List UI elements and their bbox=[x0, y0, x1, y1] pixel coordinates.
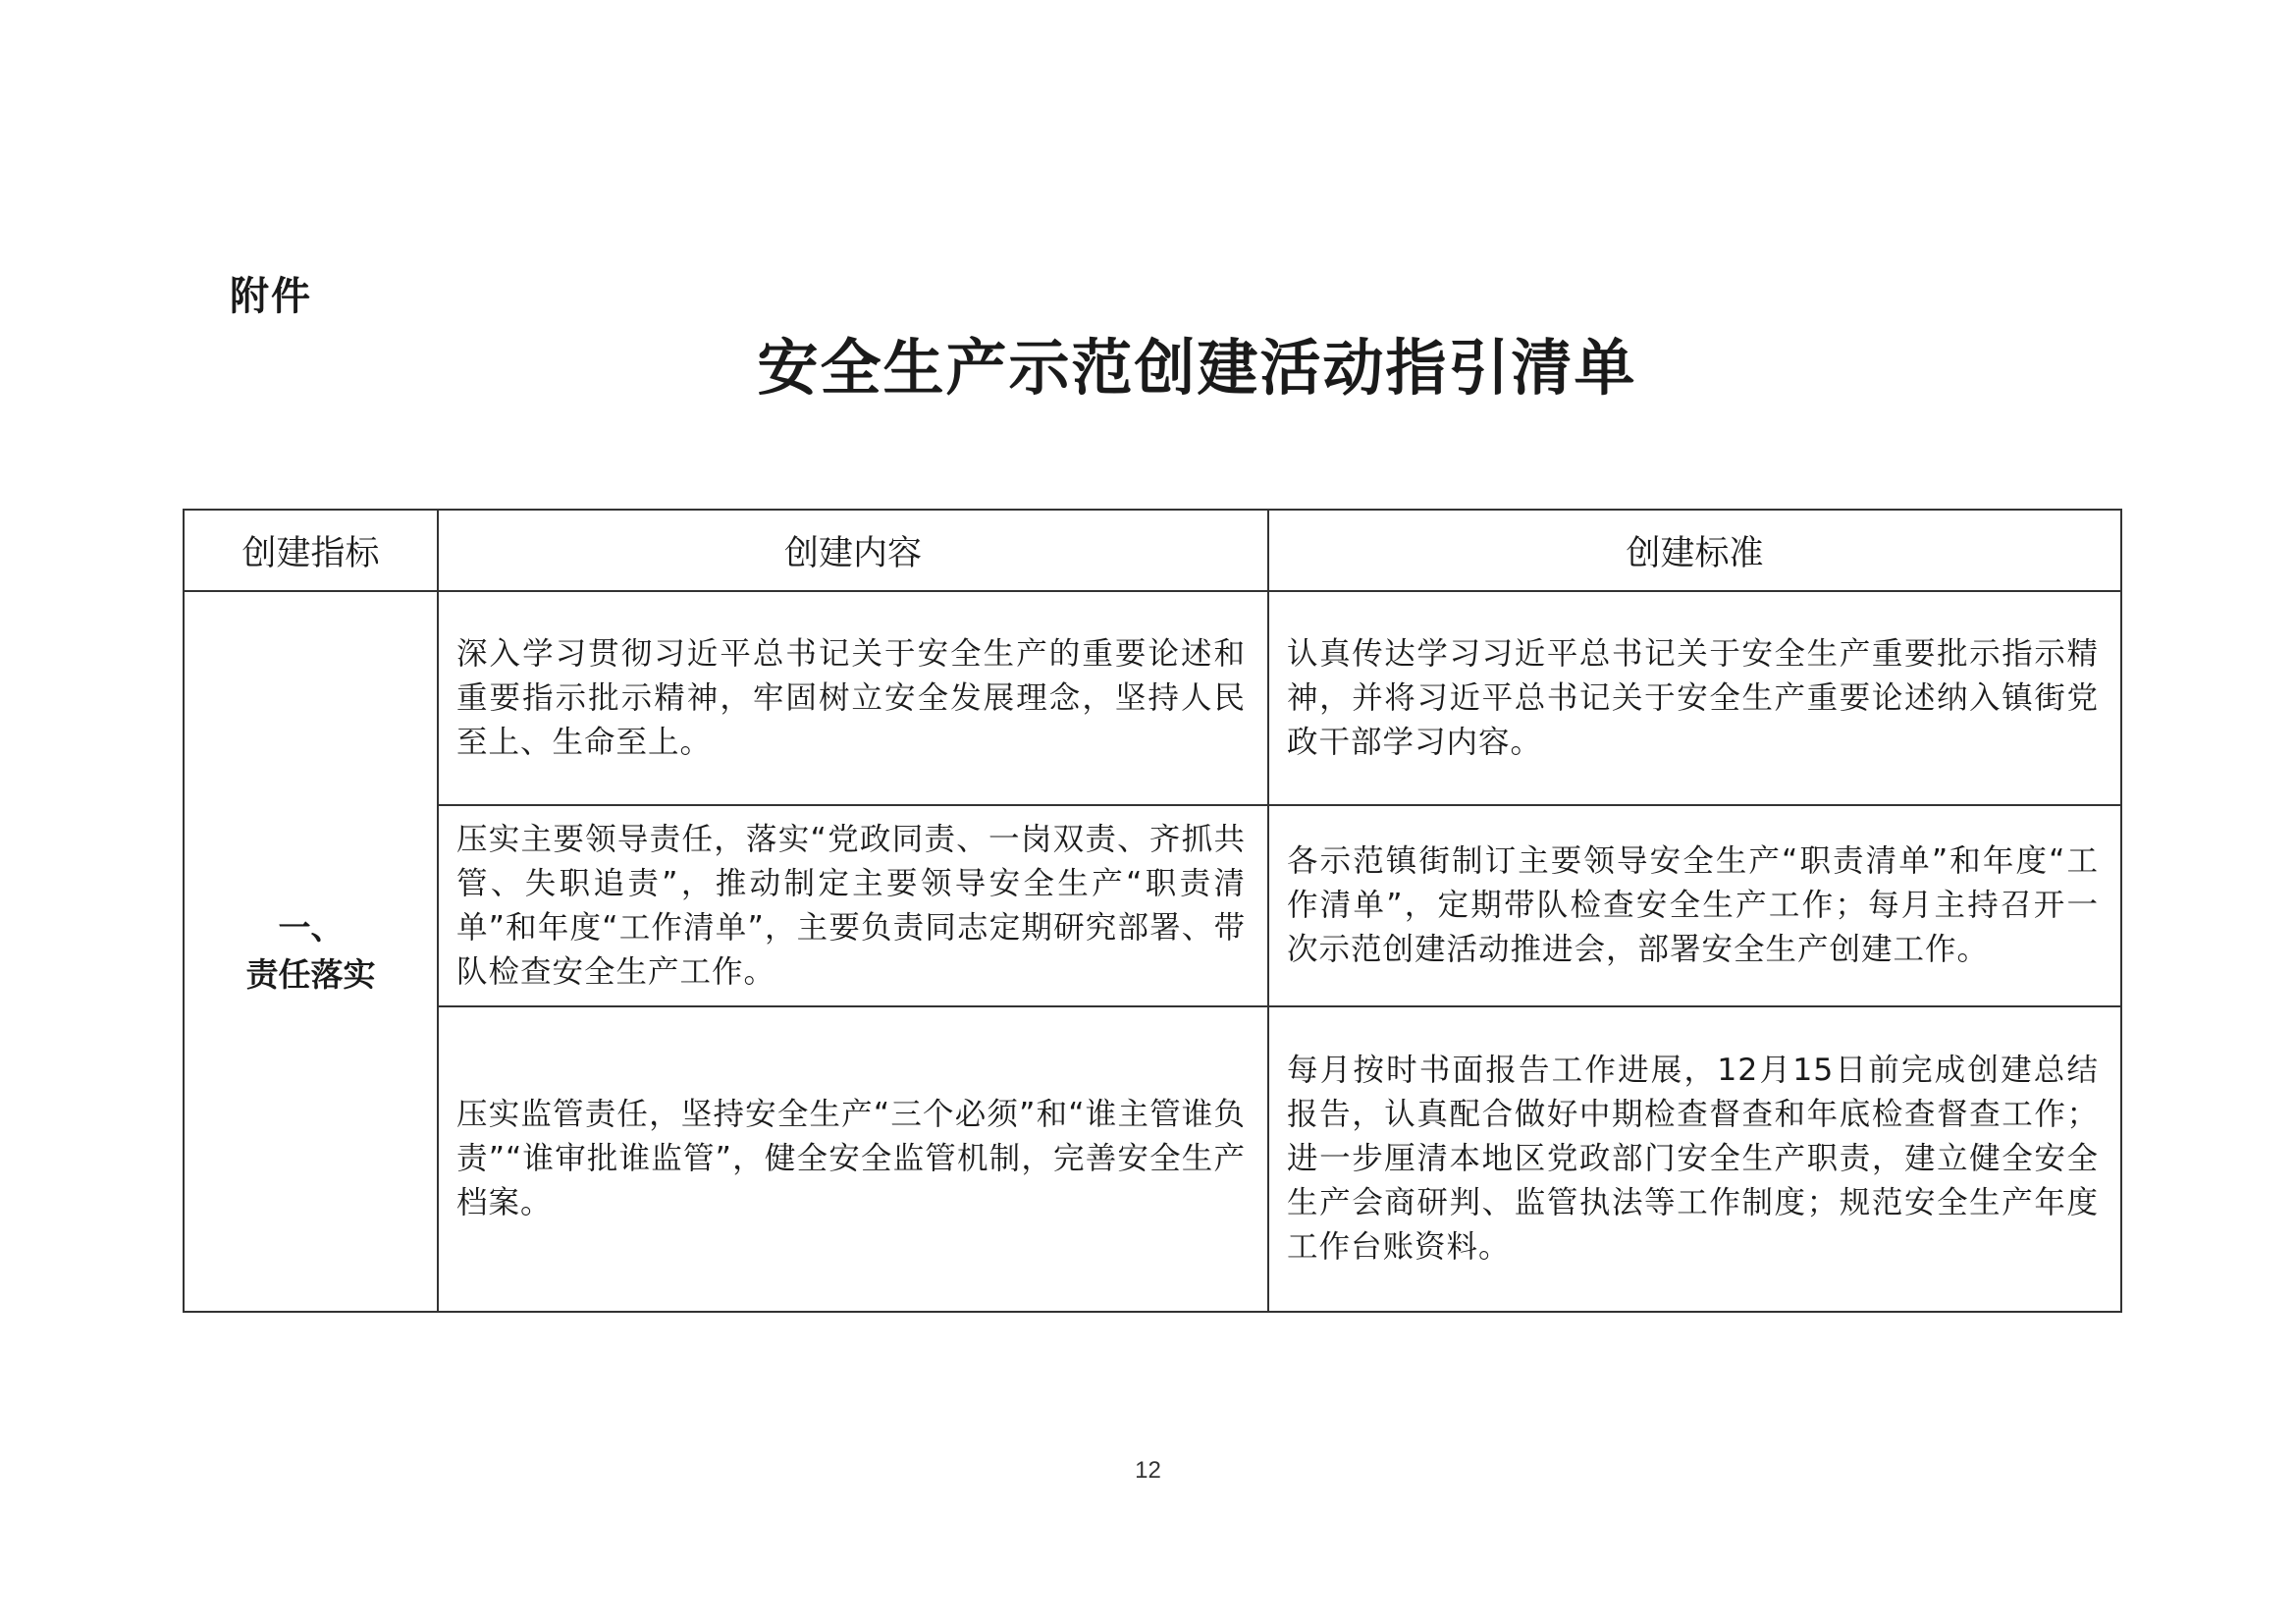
attachment-label: 附件 bbox=[230, 274, 312, 319]
standard-cell: 认真传达学习习近平总书记关于安全生产重要批示指示精神，并将习近平总书记关于安全生产重要论述纳入镇街党政干部学习内容。 bbox=[1268, 591, 2121, 805]
content-cell: 压实主要领导责任，落实“党政同责、一岗双责、齐抓共管、失职追责”，推动制定主要领导安全生产“职责清单”和年度“工作清单”，主要负责同志定期研究部署、带队检查安全生产工作。 bbox=[438, 805, 1268, 1006]
content-cell: 深入学习贯彻习近平总书记关于安全生产的重要论述和重要指示批示精神，牢固树立安全发展理念，坚持人民至上、生命至上。 bbox=[438, 591, 1268, 805]
table-row bbox=[184, 805, 2121, 1006]
header-standard: 创建标准 bbox=[1268, 510, 2121, 591]
standard-cell: 各示范镇街制订主要领导安全生产“职责清单”和年度“工作清单”，定期带队检查安全生产工作；每月主持召开一次示范创建活动推进会，部署安全生产创建工作。 bbox=[1268, 805, 2121, 1006]
content-cell: 压实监管责任，坚持安全生产“三个必须”和“谁主管谁负责”“谁审批谁监管”，健全安全监管机制，完善安全生产档案。 bbox=[438, 1006, 1268, 1312]
indicator-number: 一、 bbox=[278, 908, 344, 947]
page-title: 安全生产示范创建活动指引清单 bbox=[757, 332, 1637, 404]
indicator-name: 责任落实 bbox=[245, 955, 376, 994]
header-indicator: 创建指标 bbox=[184, 510, 438, 591]
page-number: 12 bbox=[1135, 1457, 1161, 1484]
table-row bbox=[184, 591, 2121, 805]
header-content: 创建内容 bbox=[438, 510, 1268, 591]
table-row bbox=[184, 1006, 2121, 1312]
guide-table bbox=[183, 509, 2122, 1313]
indicator-cell bbox=[184, 591, 438, 1312]
table-header-row bbox=[184, 510, 2121, 591]
standard-cell: 每月按时书面报告工作进展，12月15日前完成创建总结报告，认真配合做好中期检查督查和年底检查督查工作；进一步厘清本地区党政部门安全生产职责，建立健全安全生产会商研判、监管执法等工作制度；规范安全生产年度工作台账资料。 bbox=[1268, 1006, 2121, 1312]
